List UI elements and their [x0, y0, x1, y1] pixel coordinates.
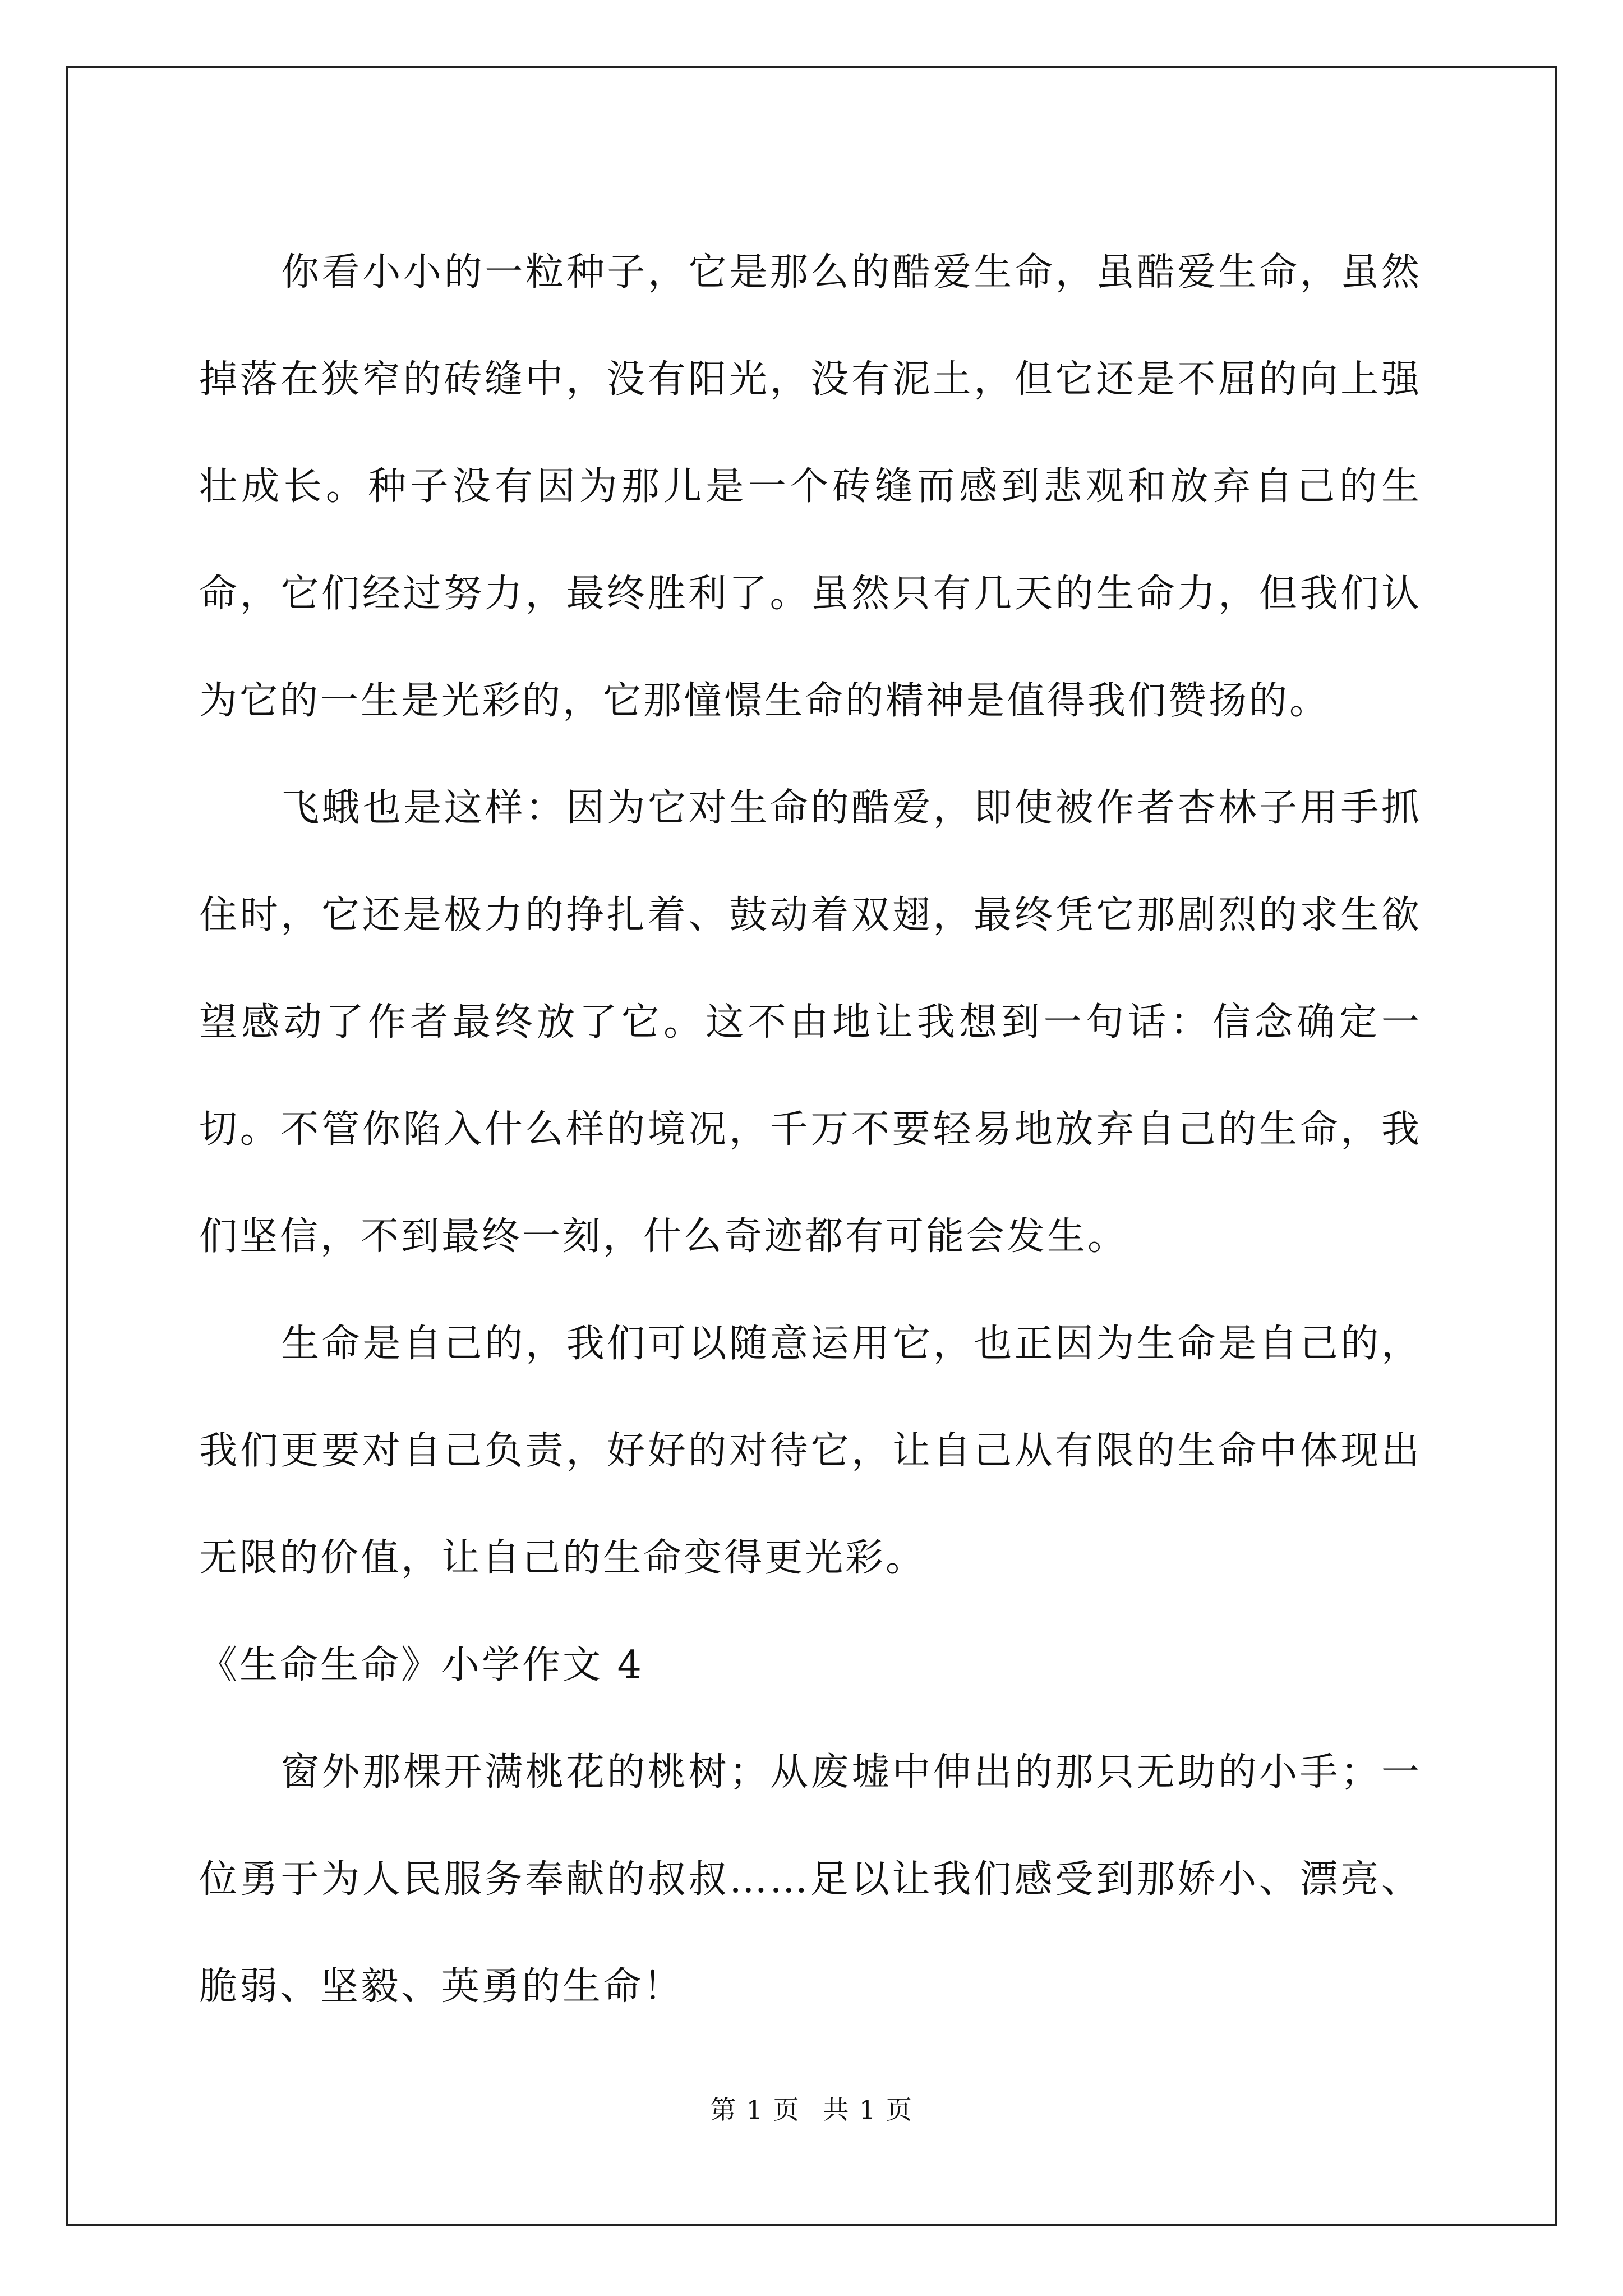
section-title: 《生命生命》小学作文 4	[199, 1643, 644, 1687]
paragraph-moth: 飞蛾也是这样：因为它对生命的酷爱，即使被作者杏林子用手抓住时，它还是极力的挣扎着、鼓动着双翅，最终凭它那剧烈的求生欲望感动了作者最终放了它。这不由地让我想到一句话：信念确定一切。不管你陷入什么样的境况，千万不要轻易地放弃自己的生命，我们坚信，不到最终一刻，什么奇迹都有可能会发生。	[199, 786, 1422, 1259]
paragraph-life: 生命是自己的，我们可以随意运用它，也正因为生命是自己的，我们更要对自己负责，好好的对待它，让自己从有限的生命中体现出无限的价值，让自己的生命变得更光彩。	[199, 1322, 1422, 1580]
paragraph-window: 窗外那棵开满桃花的桃树；从废墟中伸出的那只无助的小手；一位勇于为人民服务奉献的叔叔……足以让我们感受到那娇小、漂亮、脆弱、坚毅、英勇的生命！	[199, 1750, 1422, 2009]
page-number: 第 1 页	[710, 2095, 800, 2125]
page-total: 共 1 页	[823, 2095, 913, 2125]
document-body	[199, 219, 1422, 2040]
paragraph-seed: 你看小小的一粒种子，它是那么的酷爱生命，虽酷爱生命，虽然掉落在狭窄的砖缝中，没有阳光，没有泥土，但它还是不屈的向上强壮成长。种子没有因为那儿是一个砖缝而感到悲观和放弃自己的生命，它们经过努力，最终胜利了。虽然只有几天的生命力，但我们认为它的一生是光彩的，它那憧憬生命的精神是值得我们赞扬的。	[199, 250, 1422, 723]
page-footer	[0, 2090, 1623, 2127]
